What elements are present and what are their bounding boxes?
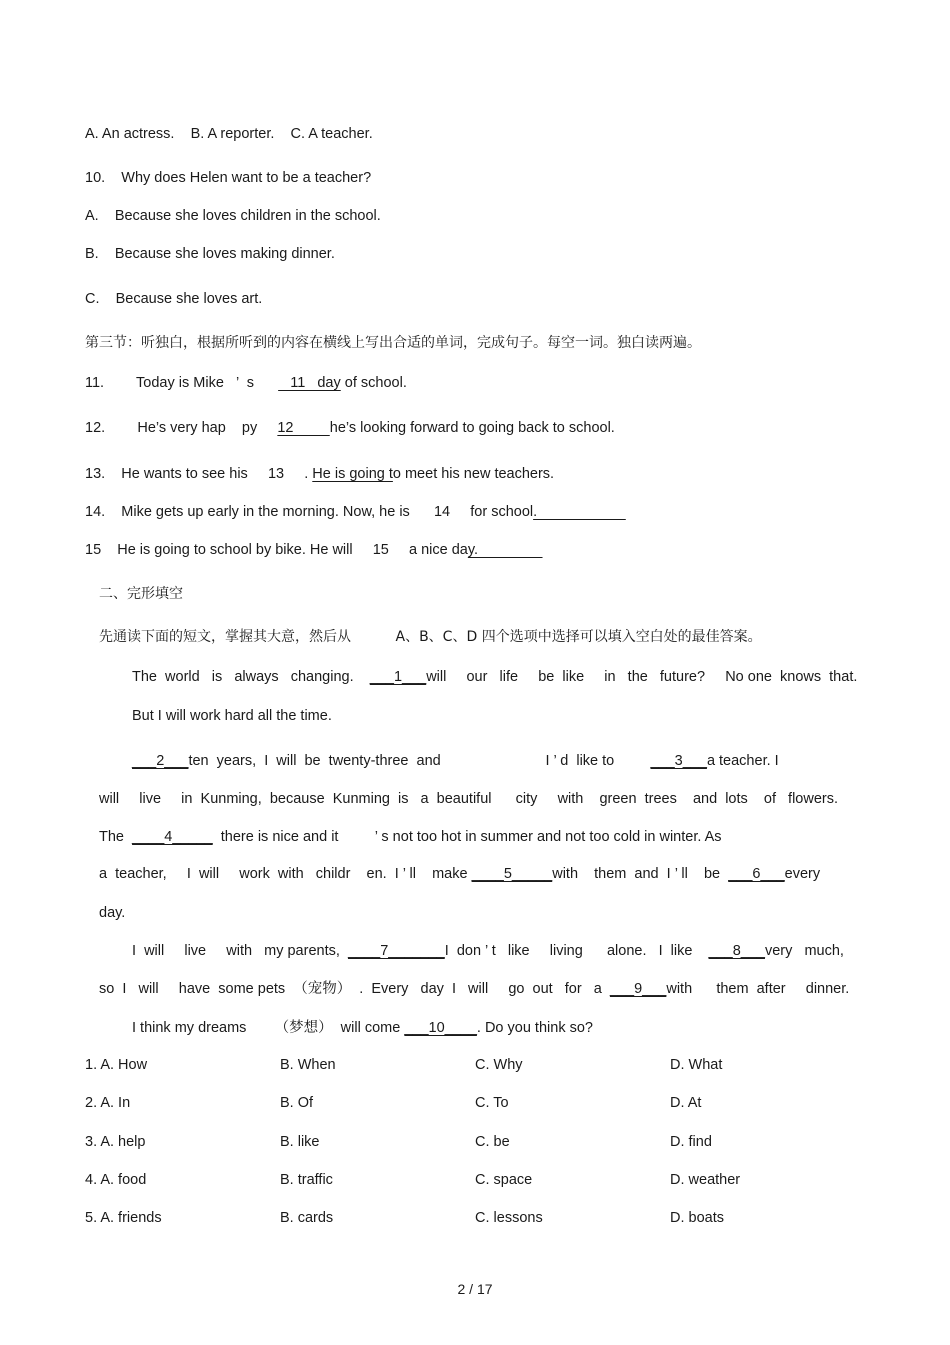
blank-9: ___9___	[609, 981, 667, 997]
option-5b: B. cards	[280, 1210, 334, 1226]
q14: 14. Mike gets up early in the morning. Now, he is 14 for school.	[85, 504, 626, 520]
q15: 15 He is going to school by bike. He will 15 a nice day.	[85, 542, 543, 558]
passage-line: The ____4_____ there is nice and it ’ s not too hot in summer and not too cold in winter. As	[99, 829, 722, 845]
q13-blank: He is going t	[312, 466, 393, 482]
q10-question: 10. Why does Helen want to be a teacher?	[85, 170, 372, 186]
option-3d: D. find	[670, 1134, 712, 1150]
passage-line: day.	[99, 905, 126, 921]
option-5d: D. boats	[670, 1210, 724, 1226]
blank-2: ___2___	[132, 753, 189, 769]
q9-options: A. An actress. B. A reporter. C. A teacher.	[85, 126, 373, 142]
q14-blank: .	[533, 504, 626, 520]
option-3c: C. be	[475, 1134, 510, 1150]
option-4a: 4. A. food	[85, 1172, 147, 1188]
option-3a: 3. A. help	[85, 1134, 146, 1150]
blank-5: ____5_____	[471, 866, 553, 882]
page-number: 2 / 17	[457, 1281, 493, 1297]
q10-option-c: C. Because she loves art.	[85, 291, 263, 307]
passage-line: The world is always changing. ___1___will our life be like in the future? No one knows that.	[132, 669, 858, 685]
blank-1: ___1___	[369, 669, 427, 685]
passage-line: a teacher, I will work with childr en. I ’ ll make ____5_____with them and I ’ ll be ___6___every	[99, 866, 821, 882]
option-4d: D. weather	[670, 1172, 741, 1188]
q12-blank: 12	[277, 420, 330, 436]
q11: 11. Today is Mike ’ s 11 day of school.	[85, 375, 407, 391]
section3-instruction: 第三节：听独白，根据所听到的内容在横线上写出合适的单词，完成句子。每空一词。独白读两遍。	[85, 335, 701, 351]
option-1d: D. What	[670, 1057, 723, 1073]
q11-blank: 11 day	[278, 375, 341, 391]
option-2a: 2. A. In	[85, 1095, 131, 1111]
q10-option-b: B. Because she loves making dinner.	[85, 246, 335, 262]
option-5c: C. lessons	[475, 1210, 543, 1226]
q15-blank: y.	[467, 542, 543, 558]
option-2b: B. Of	[280, 1095, 314, 1111]
q13: 13. He wants to see his 13 . He is going to meet his new teachers.	[85, 466, 555, 482]
passage-line: will live in Kunming, because Kunming is a beautiful city with green trees and lots of flowers.	[99, 791, 839, 807]
blank-6: ___6___	[728, 866, 785, 882]
option-1b: B. When	[280, 1057, 336, 1073]
option-4c: C. space	[475, 1172, 533, 1188]
option-2d: D. At	[670, 1095, 702, 1111]
part2-heading: 二、完形填空	[99, 586, 183, 602]
blank-3: ___3___	[650, 753, 707, 769]
option-5a: 5. A. friends	[85, 1210, 162, 1226]
blank-7: ____7_______	[347, 943, 445, 959]
passage-line: ___2___ten years, I will be twenty-three and I ’ d like to ___3___a teacher. I	[132, 753, 779, 769]
part2-instruction: 先通读下面的短文，掌握其大意，然后从 A、B、C、D 四个选项中选择可以填入空白处的最佳答案。	[99, 629, 762, 645]
option-1c: C. Why	[475, 1057, 523, 1073]
passage-line: so I will have some pets （宠物） . Every day I will go out for a ___9___with them after dinner.	[99, 981, 850, 997]
q12: 12. He’s very hap py 12 he’s looking forward to going back to school.	[85, 420, 615, 436]
option-2c: C. To	[475, 1095, 509, 1111]
passage-line: I will live with my parents, ____7_______I don ’ t like living alone. I like ___8___very much,	[132, 943, 844, 959]
blank-4: ____4_____	[132, 829, 213, 845]
passage-line: But I will work hard all the time.	[132, 708, 332, 724]
blank-10: ___10____	[404, 1020, 477, 1036]
option-3b: B. like	[280, 1134, 320, 1150]
passage-line: I think my dreams （梦想） will come ___10____. Do you think so?	[132, 1020, 593, 1036]
option-1a: 1. A. How	[85, 1057, 148, 1073]
option-4b: B. traffic	[280, 1172, 333, 1188]
q10-option-a: A. Because she loves children in the school.	[85, 208, 381, 224]
blank-8: ___8___	[708, 943, 765, 959]
